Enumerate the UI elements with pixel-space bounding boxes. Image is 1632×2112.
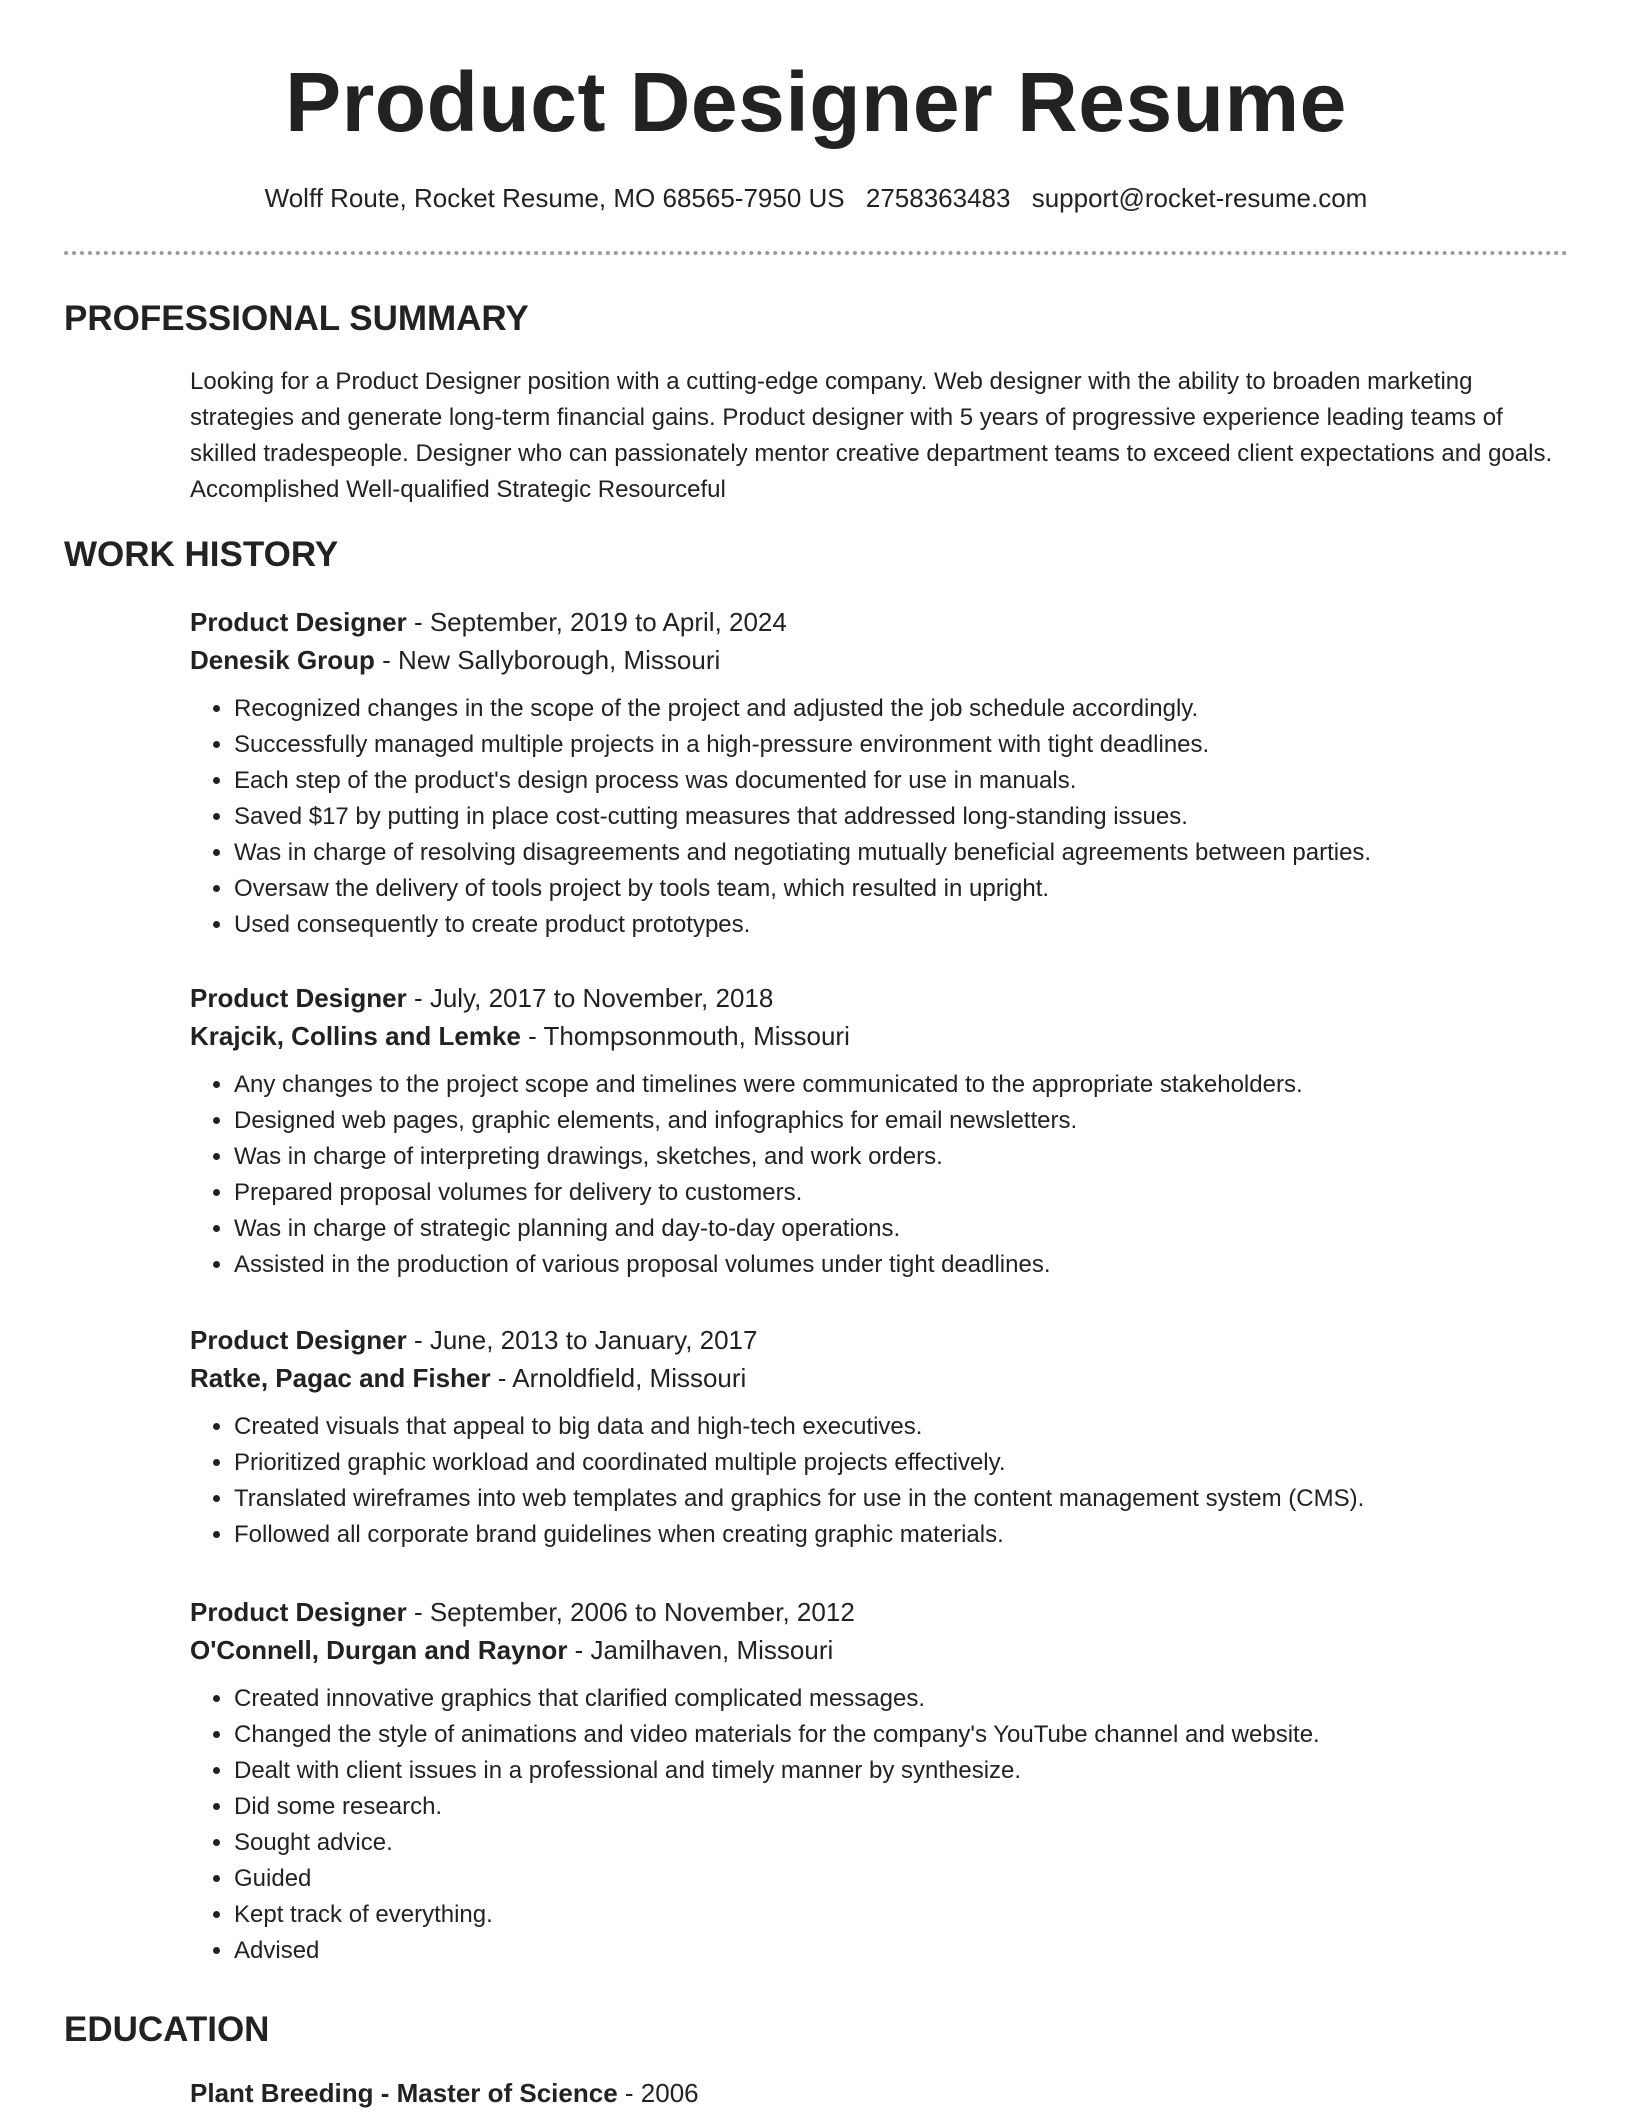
job-bullet: • Prepared proposal volumes for delivery to customers. — [234, 1175, 1570, 1211]
job-bullets — [190, 1409, 1570, 1553]
job-company: O'Connell, Durgan and Raynor — [190, 1635, 568, 1665]
job-bullet: • Was in charge of resolving disagreements and negotiating mutually beneficial agreements between parties. — [234, 835, 1570, 871]
job-location: - Thompsonmouth, Missouri — [520, 1021, 850, 1051]
job-bullet: • Oversaw the delivery of tools project by tools team, which resulted in upright. — [234, 871, 1570, 907]
job-company-line — [190, 1017, 1570, 1055]
job-dates: - September, 2006 to November, 2012 — [406, 1597, 855, 1627]
job-bullets — [190, 1067, 1570, 1283]
job-bullet: • Saved $17 by putting in place cost-cutting measures that addressed long-standing issues. — [234, 799, 1570, 835]
job-bullet: • Recognized changes in the scope of the project and adjusted the job schedule accordingly. — [234, 691, 1570, 727]
job-bullet: • Dealt with client issues in a professional and timely manner by synthesize. — [234, 1753, 1570, 1789]
job-bullet: • Assisted in the production of various proposal volumes under tight deadlines. — [234, 1247, 1570, 1283]
job-bullet: • Created visuals that appeal to big data and high-tech executives. — [234, 1409, 1570, 1445]
job-bullet: • Designed web pages, graphic elements, and infographics for email newsletters. — [234, 1103, 1570, 1139]
education-year: - 2006 — [617, 2078, 699, 2108]
job-title: Product Designer — [190, 1597, 407, 1627]
job-bullet: • Was in charge of strategic planning and day-to-day operations. — [234, 1211, 1570, 1247]
job-entry — [190, 603, 1570, 943]
job-bullet: • Guided — [234, 1861, 1570, 1897]
job-location: - Arnoldfield, Missouri — [490, 1363, 747, 1393]
job-title: Product Designer — [190, 607, 407, 637]
job-company: Ratke, Pagac and Fisher — [190, 1363, 491, 1393]
job-company-line — [190, 1631, 1570, 1669]
job-bullet: • Successfully managed multiple projects in a high-pressure environment with tight deadlines. — [234, 727, 1570, 763]
job-bullet: • Was in charge of interpreting drawings, sketches, and work orders. — [234, 1139, 1570, 1175]
job-bullet: • Prioritized graphic workload and coordinated multiple projects effectively. — [234, 1445, 1570, 1481]
job-bullet: • Created innovative graphics that clarified complicated messages. — [234, 1681, 1570, 1717]
job-title: Product Designer — [190, 983, 407, 1013]
job-company-line — [190, 1359, 1570, 1397]
work-history-heading: WORK HISTORY — [64, 535, 339, 574]
job-bullet: • Advised — [234, 1933, 1570, 1969]
contact-address: Wolff Route, Rocket Resume, MO 68565-7950 US — [264, 183, 845, 213]
job-entry — [190, 979, 1570, 1283]
header-divider — [64, 251, 1568, 255]
job-bullet: • Changed the style of animations and video materials for the company's YouTube channel and website. — [234, 1717, 1570, 1753]
education-heading: EDUCATION — [64, 2010, 270, 2049]
job-title-line — [190, 1593, 1570, 1631]
job-bullet: • Any changes to the project scope and timelines were communicated to the appropriate stakeholders. — [234, 1067, 1570, 1103]
education-entry — [190, 2074, 1570, 2112]
job-location: - New Sallyborough, Missouri — [374, 645, 721, 675]
job-company: Krajcik, Collins and Lemke — [190, 1021, 521, 1051]
contact-email: support@rocket-resume.com — [1031, 183, 1368, 213]
education-degree: Plant Breeding - Master of Science — [190, 2078, 618, 2108]
summary-heading: PROFESSIONAL SUMMARY — [64, 299, 529, 338]
job-bullets — [190, 691, 1570, 943]
job-title-line — [190, 1321, 1570, 1359]
resume-title: Product Designer Resume — [285, 55, 1347, 149]
job-company: Denesik Group — [190, 645, 375, 675]
job-bullet: • Kept track of everything. — [234, 1897, 1570, 1933]
job-company-line — [190, 641, 1570, 679]
job-bullet: • Sought advice. — [234, 1825, 1570, 1861]
job-bullets — [190, 1681, 1570, 1969]
job-bullet: • Followed all corporate brand guidelines when creating graphic materials. — [234, 1517, 1570, 1553]
job-location: - Jamilhaven, Missouri — [567, 1635, 834, 1665]
job-title-line — [190, 603, 1570, 641]
contact-line — [0, 180, 1632, 216]
contact-phone: 2758363483 — [865, 183, 1011, 213]
job-dates: - September, 2019 to April, 2024 — [406, 607, 787, 637]
job-title: Product Designer — [190, 1325, 407, 1355]
job-entry — [190, 1321, 1570, 1553]
job-dates: - June, 2013 to January, 2017 — [406, 1325, 758, 1355]
job-bullet: • Did some research. — [234, 1789, 1570, 1825]
job-entry — [190, 1593, 1570, 1969]
job-bullet: • Translated wireframes into web templates and graphics for use in the content management system (CMS). — [234, 1481, 1570, 1517]
summary-text: Looking for a Product Designer position with a cutting-edge company. Web designer with the ability to broaden marketing strategies and generate long-term financial gains. Product designer with 5 years of progressive experience leading teams of skilled tradespeople. Designer who can passionately mentor creative department teams to exceed client expectations and goals. Accomplished Well-qualified Strategic Resourceful — [190, 368, 1553, 503]
job-bullet: • Each step of the product's design process was documented for use in manuals. — [234, 763, 1570, 799]
job-bullet: • Used consequently to create product prototypes. — [234, 907, 1570, 943]
job-dates: - July, 2017 to November, 2018 — [406, 983, 774, 1013]
job-title-line — [190, 979, 1570, 1017]
